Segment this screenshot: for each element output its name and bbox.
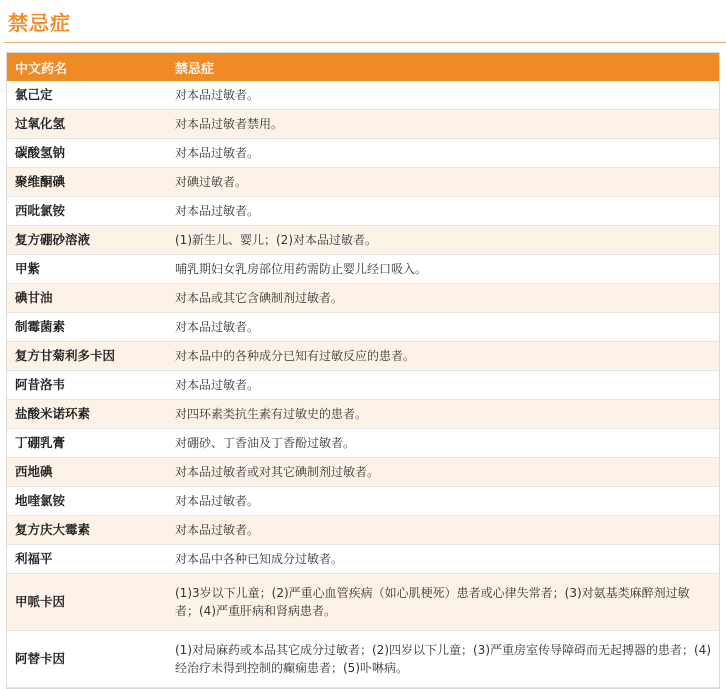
contraindication-cell: (1)对局麻药或本品其它成分过敏者；(2)四岁以下儿童；(3)严重房室传导障碍而无起搏器的患者；(4)经治疗未得到控制的癫痫患者；(5)卟啉病。 [167,631,719,688]
contraindication-cell: 哺乳期妇女乳房部位用药需防止婴儿经口吸入。 [167,255,719,284]
contraindication-cell: 对本品中的各种成分已知有过敏反应的患者。 [167,342,719,371]
contraindication-cell: 对本品过敏者。 [167,139,719,168]
drug-name-cell: 西吡氯铵 [7,197,167,226]
contraindication-cell: (1)3岁以下儿童；(2)严重心血管疾病（如心肌梗死）患者或心律失常者；(3)对氨基类麻醉剂过敏者；(4)严重肝病和肾病患者。 [167,574,719,631]
drug-name-cell: 甲紫 [7,255,167,284]
contraindication-cell: 对本品过敏者。 [167,516,719,545]
contraindication-cell: 对四环素类抗生素有过敏史的患者。 [167,400,719,429]
table-row [7,226,719,255]
title-divider [4,42,726,43]
table-row [7,313,719,342]
drug-name-cell: 地喹氯铵 [7,487,167,516]
table-row [7,400,719,429]
contraindication-cell: 对本品过敏者。 [167,371,719,400]
drug-name-cell: 复方甘菊利多卡因 [7,342,167,371]
drug-name-cell: 丁硼乳膏 [7,429,167,458]
drug-name-cell: 复方硼砂溶液 [7,226,167,255]
contraindication-cell: 对本品中各种已知成分过敏者。 [167,545,719,574]
table-row [7,81,719,110]
drug-name-cell: 利福平 [7,545,167,574]
header-drug-name: 中文药名 [7,53,167,81]
drug-name-cell: 氯己定 [7,81,167,110]
drug-name-cell: 甲哌卡因 [7,574,167,631]
contraindication-cell: 对本品过敏者。 [167,487,719,516]
table-row [7,197,719,226]
drug-name-cell: 碳酸氢钠 [7,139,167,168]
drug-name-cell: 盐酸米诺环素 [7,400,167,429]
page-title: 禁忌症 [8,11,71,35]
drug-name-cell: 过氧化氢 [7,110,167,139]
contraindication-cell: 对本品过敏者。 [167,197,719,226]
table-row [7,110,719,139]
contraindication-cell: 对本品过敏者。 [167,81,719,110]
table-row [7,255,719,284]
table-row [7,371,719,400]
table-row [7,139,719,168]
table-row [7,631,719,688]
table-row [7,458,719,487]
contraindication-cell: 对碘过敏者。 [167,168,719,197]
table-row [7,342,719,371]
table-row [7,429,719,458]
drug-name-cell: 聚维酮碘 [7,168,167,197]
table-row [7,284,719,313]
header-contraindication: 禁忌症 [167,53,719,81]
table-row [7,545,719,574]
contraindication-cell: 对本品过敏者禁用。 [167,110,719,139]
drug-name-cell: 阿替卡因 [7,631,167,688]
drug-name-cell: 碘甘油 [7,284,167,313]
table-header-row [7,53,719,81]
drug-name-cell: 复方庆大霉素 [7,516,167,545]
contraindication-cell: 对本品过敏者或对其它碘制剂过敏者。 [167,458,719,487]
drug-name-cell: 制霉菌素 [7,313,167,342]
table-row [7,168,719,197]
table-row [7,487,719,516]
table-row [7,574,719,631]
table-row [7,516,719,545]
drug-name-cell: 阿昔洛韦 [7,371,167,400]
drug-name-cell: 西地碘 [7,458,167,487]
contraindication-cell: 对本品或其它含碘制剂过敏者。 [167,284,719,313]
contraindication-cell: 对硼砂、丁香油及丁香酚过敏者。 [167,429,719,458]
contraindication-cell: (1)新生儿、婴儿；(2)对本品过敏者。 [167,226,719,255]
contraindications-table [6,52,720,689]
contraindication-cell: 对本品过敏者。 [167,313,719,342]
